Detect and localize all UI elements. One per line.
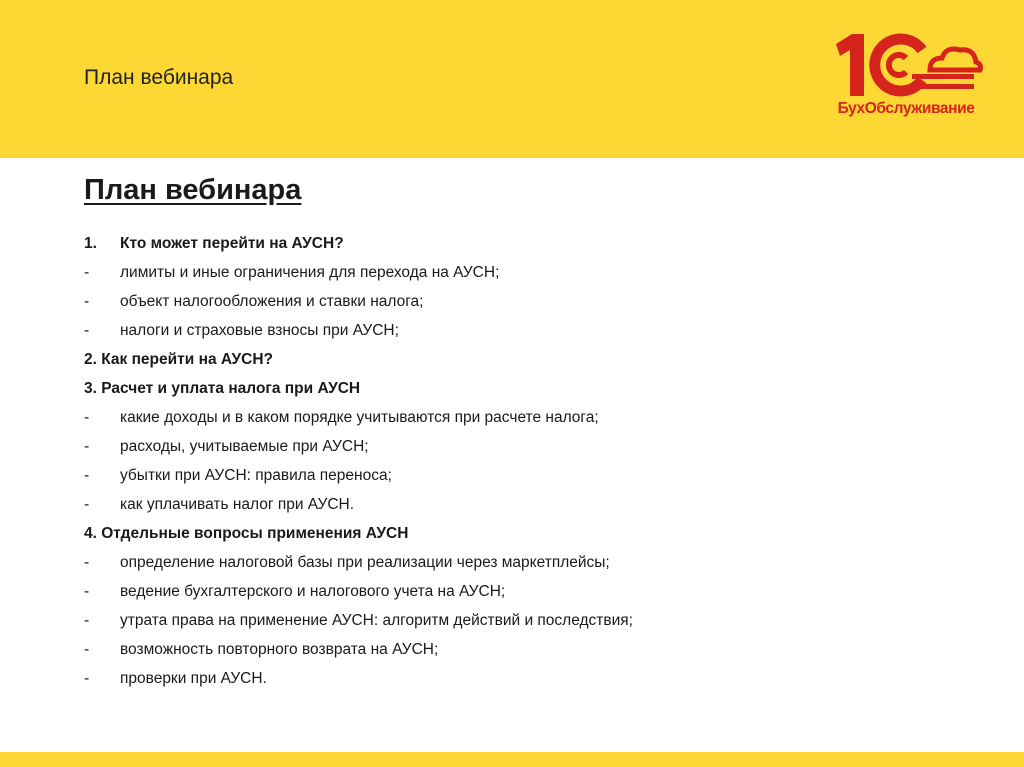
list-item-text: проверки при АУСН. [120,670,267,687]
list-marker: - [84,554,90,571]
plan-section-heading [84,519,964,548]
footer-bar [0,752,1024,767]
header-title: План вебинара [84,66,234,89]
plan-subitem [84,548,964,577]
logo-text: БухОбслуживание [837,100,975,117]
list-item-text: утрата права на применение АУСН: алгоритм действий и последствия; [120,612,633,629]
list-marker: - [84,409,90,426]
plan-subitem [84,490,964,519]
list-item-text: возможность повторного возврата на АУСН; [120,641,439,658]
list-item-text: 4. Отдельные вопросы применения АУСН [84,525,409,542]
list-item-text: ведение бухгалтерского и налогового учета на АУСН; [120,583,506,600]
plan-subitem [84,287,964,316]
list-item-text: расходы, учитываемые при АУСН; [120,438,369,455]
list-marker: - [84,612,90,629]
list-marker: - [84,583,90,600]
list-item-text: Кто может перейти на АУСН? [120,235,344,252]
plan-section-heading [84,229,964,258]
list-item-text: 2. Как перейти на АУСН? [84,351,273,368]
list-item-text: какие доходы и в каком порядке учитываются при расчете налога; [120,409,599,426]
list-marker: - [84,264,90,281]
plan-subitem [84,432,964,461]
list-item-text: налоги и страховые взносы при АУСН; [120,322,399,339]
list-marker: - [84,496,90,513]
plan-section-heading [84,374,964,403]
list-item-text: 3. Расчет и уплата налога при АУСН [84,380,361,397]
header-bar [0,0,1024,158]
plan-subitem [84,635,964,664]
list-item-text: убытки при АУСН: правила переноса; [120,467,392,484]
list-item-text: определение налоговой базы при реализации через маркетплейсы; [120,554,610,571]
plan-subitem [84,577,964,606]
list-marker: - [84,467,90,484]
list-item-text: как уплачивать налог при АУСН. [120,496,355,513]
plan-subitem [84,606,964,635]
list-marker: - [84,670,90,687]
page-heading: План вебинара [84,174,302,206]
list-marker: - [84,322,90,339]
list-marker: - [84,641,90,658]
list-item-text: лимиты и иные ограничения для перехода на АУСН; [120,264,500,281]
plan-subitem [84,403,964,432]
plan-subitem [84,258,964,287]
list-marker: 1. [84,235,97,252]
plan-subitem [84,316,964,345]
webinar-plan-list [84,229,964,693]
plan-subitem [84,461,964,490]
logo-1c-icon [826,30,986,100]
list-marker: - [84,438,90,455]
list-marker: - [84,293,90,310]
company-logo [826,30,986,122]
plan-subitem [84,664,964,693]
list-item-text: объект налогообложения и ставки налога; [120,293,424,310]
plan-section-heading [84,345,964,374]
